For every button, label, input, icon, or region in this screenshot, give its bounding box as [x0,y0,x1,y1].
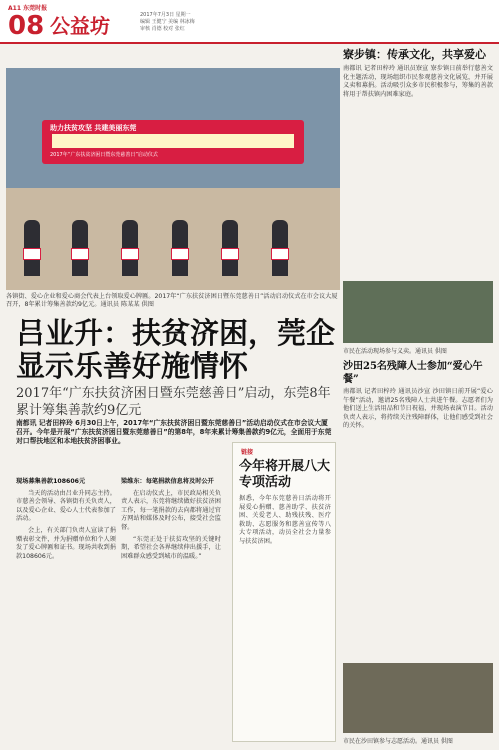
honor-plaque [121,248,139,260]
right-bottom-photo [343,663,493,733]
article-column-1 [16,475,116,564]
newspaper-topline: A11 东莞时报 [8,5,48,12]
section-title: 公益坊 [50,14,110,38]
right-column-top [343,48,493,99]
sidebox-body: 据悉，今年东莞慈善日活动将开展爱心捐赠、慈善助学、扶贫济困、关爱老人、助残扶残、医疗救助、志愿服务和慈善宣传等八大专项活动，动员全社会力量参与扶贫济困。 [239,495,331,545]
honor-plaque [221,248,239,260]
event-banner [42,120,304,164]
column-paragraph: “东莞正处于扶贫攻坚的关键时期，希望社会各界继续伸出援手，让困难群众感受到城市的温暖。” [121,535,221,560]
meta-line: 2017年7月3日 星期一 [140,12,191,18]
right-top-photo [343,281,493,343]
right-top-body: 南都讯 记者田梓玲 通讯员寮宣 寮步镇日前举行慈善文化主题活动，现场组织市民参观慈善文化展览，并开展义卖和募捐。活动吸引众多市民积极参与，筹集的善款将用于帮扶镇内困难家庭。 [343,65,493,98]
right-bottom-caption: 市民在沙田镇参与志愿活动。通讯员 供图 [343,738,453,745]
page-header [0,0,499,44]
page-meta [140,12,240,33]
column-paragraph: 当天的活动由吕业升同志主持。市慈善会领导、各镇街有关负责人，以及爱心企业、爱心人士代表参加了活动。 [16,489,116,523]
sidebox-title: 今年将开展八大专项活动 [239,459,331,490]
column-subhead: 现场募集善款108606元 [16,478,86,485]
article-subtitle: 2017年“广东扶贫济困日暨东莞慈善日”启动，东莞8年累计筹集善款约9亿元 [16,386,331,418]
article-column-2 [121,475,221,564]
column-subhead: 梁维东：每笔捐款信息将及时公开 [121,478,214,485]
meta-line: 编辑 王健宁 美编 林冰梅 [140,19,195,25]
column-paragraph: 在启动仪式上，市民政局相关负责人表示，东莞将继续做好扶贫济困工作，每一笔捐款的去向都将通过官方网站和媒体及时公布，接受社会监督。 [121,489,221,531]
sidebox-tag: 链接 [241,449,254,456]
right-column-bottom [343,360,493,431]
related-link-box [232,442,336,742]
banner-slogan: 助力扶贫攻坚 共建美丽东莞 [50,124,137,132]
article-title: 吕业升：扶贫济困，莞企显示乐善好施情怀 [16,316,336,383]
right-bottom-title: 沙田25名残障人士参加“爱心午餐” [343,361,483,385]
banner-text-strip [52,134,294,148]
banner-subtext: 2017年“广东扶贫济困日暨东莞慈善日”启动仪式 [50,152,158,158]
honor-plaque [23,248,41,260]
right-bottom-body: 南都讯 记者田梓玲 通讯员沙宣 沙田镇日前开展“爱心午餐”活动，邀请25名残障人士共进午餐。志愿者们为他们送上生活用品和节日祝福，并现场表演节目。活动负责人表示，将持续关注残障群体，让他们感受到社会的关怀。 [343,388,493,430]
article-lead: 南都讯 记者田梓玲 6月30日上午，2017年“广东扶贫济困日暨东莞慈善日”活动启动仪式在市会议大厦召开。今年是开展“广东扶贫济困日暨东莞慈善日”的第8年，8年来累计筹集善款约9亿元，全面用于东莞对口帮扶地区和本地扶贫济困事业。 [16,419,332,446]
column-paragraph: 会上，有关部门负责人宣读了捐赠表彰文件，并为捐赠单位和个人颁发了爱心牌匾和证书。现场共收到捐款108606元。 [16,526,116,560]
right-top-caption: 市民在活动现场参与义卖。通讯员 供图 [343,348,447,355]
honor-plaque [271,248,289,260]
hero-photo [6,68,340,290]
honor-plaque [171,248,189,260]
honor-plaque [71,248,89,260]
meta-line: 审核 肖德 校对 张红 [140,26,185,32]
right-top-title: 寮步镇：传承文化，共享爱心 [343,48,486,61]
photo-caption: 各镇街、爱心企业和爱心商会代表上台领取爱心牌匾。2017年“广东扶贫济困日暨东莞慈善日”活动启动仪式在市会议大厦召开，8年累计筹集善款约9亿元。通讯员 陈某某 供图 [6,293,338,308]
page-number: 08 [8,11,45,41]
stage-crowd [6,188,340,290]
